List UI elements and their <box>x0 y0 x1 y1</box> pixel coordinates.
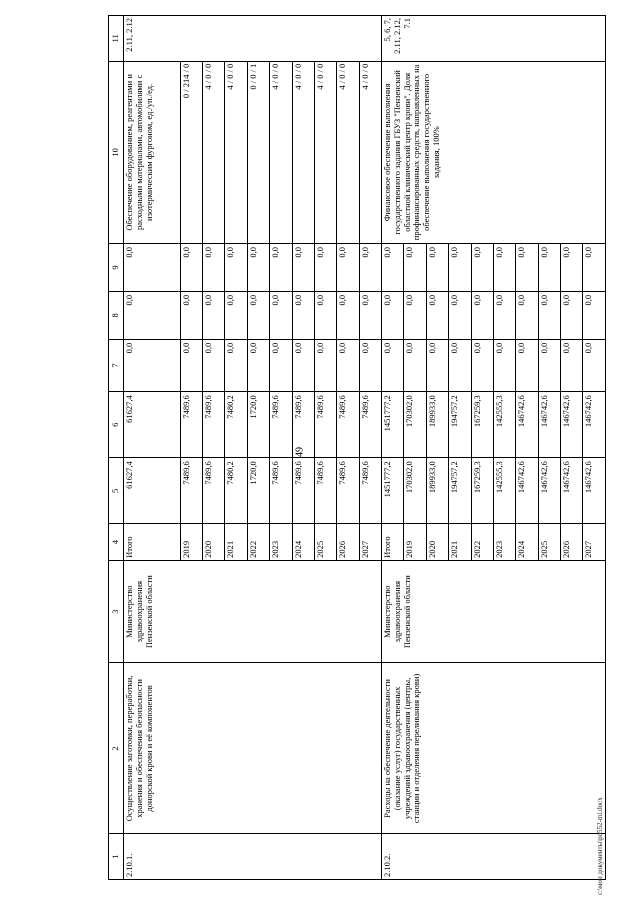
col6-value: 7489,6 <box>180 392 202 458</box>
year-cell: 2027 <box>359 524 381 560</box>
col5-value: 170302,0 <box>404 458 426 524</box>
col8-value: 0,0 <box>247 291 269 339</box>
col9-value: 0,0 <box>471 244 493 292</box>
col6-value: 7489,6 <box>359 392 381 458</box>
col-header: 6 <box>109 392 124 458</box>
col8-value: 0,0 <box>225 291 247 339</box>
col-header: 9 <box>109 244 124 292</box>
col7-value: 0,0 <box>292 339 314 391</box>
col-header: 2 <box>109 663 124 834</box>
total-col6: 61627,4 <box>124 392 181 458</box>
col6-value: 194757,2 <box>449 392 471 458</box>
col7-value: 0,0 <box>247 339 269 391</box>
col6-value: 7489,6 <box>270 392 292 458</box>
col6-value: 146742,6 <box>538 392 560 458</box>
row-id: 2.10.2. <box>382 834 606 880</box>
col6-value: 146742,6 <box>516 392 538 458</box>
col7-value: 0,0 <box>180 339 202 391</box>
total-col9: 0,0 <box>124 244 181 292</box>
total-col9: 0,0 <box>382 244 404 292</box>
col-header: 1 <box>109 834 124 880</box>
col5-value: 1720,0 <box>247 458 269 524</box>
column-number-row <box>109 16 124 880</box>
col9-value: 0,0 <box>516 244 538 292</box>
year-cell: 2019 <box>180 524 202 560</box>
total-col5: 61627,4 <box>124 458 181 524</box>
year-cell: 2023 <box>270 524 292 560</box>
col7-value: 0,0 <box>449 339 471 391</box>
total-col7: 0,0 <box>124 339 181 391</box>
event-description: Расходы на обеспечение деятельности (оказание услуг) государственных учреждений здравоохранения (центры, станции и отделения переливания крови) <box>382 663 606 834</box>
col6-value: 7489,6 <box>337 392 359 458</box>
year-cell: 2022 <box>471 524 493 560</box>
indicator-value: 4 / 0 / 0 <box>359 61 381 243</box>
col8-value: 0,0 <box>493 291 515 339</box>
col8-value: 0,0 <box>180 291 202 339</box>
col7-value: 0,0 <box>426 339 448 391</box>
year-cell: 2024 <box>292 524 314 560</box>
rotated-table-container <box>108 15 606 880</box>
col7-value: 0,0 <box>359 339 381 391</box>
total-label: Итого <box>382 524 404 560</box>
col9-value: 0,0 <box>538 244 560 292</box>
col9-value: 0,0 <box>247 244 269 292</box>
col5-value: 7489,6 <box>314 458 336 524</box>
col6-value: 7489,6 <box>203 392 225 458</box>
col5-value: 194757,2 <box>449 458 471 524</box>
col8-value: 0,0 <box>426 291 448 339</box>
total-col8: 0,0 <box>382 291 404 339</box>
row-id: 2.10.1. <box>124 834 382 880</box>
col7-value: 0,0 <box>203 339 225 391</box>
page-number: 49 <box>294 447 306 457</box>
year-cell: 2021 <box>225 524 247 560</box>
event-description: Осуществление заготовки, переработки, хранения и обеспечения безопасности донорской крови и её компонентов <box>124 663 382 834</box>
col5-value: 146742,6 <box>516 458 538 524</box>
col6-value: 142555,3 <box>493 392 515 458</box>
year-cell: 2023 <box>493 524 515 560</box>
year-cell: 2026 <box>337 524 359 560</box>
col-header: 8 <box>109 291 124 339</box>
total-col6: 1451777,2 <box>382 392 404 458</box>
year-cell: 2027 <box>583 524 606 560</box>
related-indicators: 2.11, 2.12 <box>124 16 382 62</box>
col5-value: 7480,2 <box>225 458 247 524</box>
col9-value: 0,0 <box>493 244 515 292</box>
col6-value: 7489,6 <box>292 392 314 458</box>
col5-value: 7489,6 <box>359 458 381 524</box>
year-cell: 2025 <box>538 524 560 560</box>
col-header: 11 <box>109 16 124 62</box>
table-row <box>124 16 181 880</box>
year-cell: 2022 <box>247 524 269 560</box>
col6-value: 1720,0 <box>247 392 269 458</box>
col8-value: 0,0 <box>292 291 314 339</box>
col6-value: 189933,0 <box>426 392 448 458</box>
col-header: 5 <box>109 458 124 524</box>
indicator-value: 4 / 0 / 0 <box>270 61 292 243</box>
indicator-description: Финансовое обеспечение выполнения государственного задания ГБУЗ "Пензенский областной клинический центр крови". Доля профинансированных средств, направленных на обеспечение выполнения государственного задания, 100% <box>382 61 606 243</box>
col-header: 4 <box>109 524 124 560</box>
col9-value: 0,0 <box>314 244 336 292</box>
col5-value: 146742,6 <box>561 458 583 524</box>
col5-value: 7489,6 <box>180 458 202 524</box>
col9-value: 0,0 <box>426 244 448 292</box>
col9-value: 0,0 <box>337 244 359 292</box>
col5-value: 7489,6 <box>337 458 359 524</box>
col7-value: 0,0 <box>471 339 493 391</box>
col5-value: 142555,3 <box>493 458 515 524</box>
col7-value: 0,0 <box>561 339 583 391</box>
col9-value: 0,0 <box>583 244 606 292</box>
col6-value: 7480,2 <box>225 392 247 458</box>
indicator-description: Обеспечение оборудованием, реагентами и расходными материалами, автомобилями с изотермическим фургоном, ед./уп./ед. <box>124 61 181 243</box>
program-table <box>108 15 606 880</box>
col7-value: 0,0 <box>225 339 247 391</box>
col9-value: 0,0 <box>225 244 247 292</box>
col5-value: 7489,6 <box>270 458 292 524</box>
col9-value: 0,0 <box>449 244 471 292</box>
col8-value: 0,0 <box>203 291 225 339</box>
col8-value: 0,0 <box>583 291 606 339</box>
indicator-value: 4 / 0 / 0 <box>203 61 225 243</box>
indicator-value: 4 / 0 / 0 <box>314 61 336 243</box>
col7-value: 0,0 <box>538 339 560 391</box>
year-cell: 2021 <box>449 524 471 560</box>
col9-value: 0,0 <box>292 244 314 292</box>
year-cell: 2025 <box>314 524 336 560</box>
col9-value: 0,0 <box>180 244 202 292</box>
total-label: Итого <box>124 524 181 560</box>
responsible-executor: Министерство здравоохранения Пензенской области <box>124 560 382 663</box>
col7-value: 0,0 <box>583 339 606 391</box>
year-cell: 2024 <box>516 524 538 560</box>
total-col5: 1451777,2 <box>382 458 404 524</box>
col5-value: 146742,6 <box>583 458 606 524</box>
col7-value: 0,0 <box>337 339 359 391</box>
col9-value: 0,0 <box>561 244 583 292</box>
col7-value: 0,0 <box>493 339 515 391</box>
year-cell: 2020 <box>426 524 448 560</box>
year-cell: 2020 <box>203 524 225 560</box>
col-header: 3 <box>109 560 124 663</box>
col5-value: 7489,6 <box>203 458 225 524</box>
col7-value: 0,0 <box>404 339 426 391</box>
col6-value: 146742,6 <box>583 392 606 458</box>
indicator-value: 4 / 0 / 0 <box>292 61 314 243</box>
responsible-executor: Министерство здравоохранения Пензенской области <box>382 560 606 663</box>
file-path-footer: c:\мои документы\pd552-mi.docx <box>596 797 604 895</box>
col5-value: 146742,6 <box>538 458 560 524</box>
col8-value: 0,0 <box>359 291 381 339</box>
col8-value: 0,0 <box>314 291 336 339</box>
total-col8: 0,0 <box>124 291 181 339</box>
col6-value: 167259,3 <box>471 392 493 458</box>
indicator-value: 0 / 214 / 0 <box>180 61 202 243</box>
col-header: 7 <box>109 339 124 391</box>
col8-value: 0,0 <box>404 291 426 339</box>
col5-value: 167259,3 <box>471 458 493 524</box>
col8-value: 0,0 <box>538 291 560 339</box>
col8-value: 0,0 <box>516 291 538 339</box>
col9-value: 0,0 <box>270 244 292 292</box>
indicator-value: 4 / 0 / 0 <box>337 61 359 243</box>
col8-value: 0,0 <box>270 291 292 339</box>
year-cell: 2026 <box>561 524 583 560</box>
year-cell: 2019 <box>404 524 426 560</box>
col9-value: 0,0 <box>203 244 225 292</box>
col6-value: 7489,6 <box>314 392 336 458</box>
col7-value: 0,0 <box>314 339 336 391</box>
col6-value: 170302,0 <box>404 392 426 458</box>
indicator-value: 4 / 0 / 0 <box>225 61 247 243</box>
col7-value: 0,0 <box>270 339 292 391</box>
total-col7: 0,0 <box>382 339 404 391</box>
col8-value: 0,0 <box>561 291 583 339</box>
col-header: 10 <box>109 61 124 243</box>
col8-value: 0,0 <box>337 291 359 339</box>
col9-value: 0,0 <box>404 244 426 292</box>
table-row <box>382 16 404 880</box>
related-indicators: 5, 6, 7, 2.11, 2.12, 7.1 <box>382 16 606 62</box>
indicator-value: 0 / 0 / 1 <box>247 61 269 243</box>
col9-value: 0,0 <box>359 244 381 292</box>
col6-value: 146742,6 <box>561 392 583 458</box>
col5-value: 7489,6 <box>292 458 314 524</box>
col8-value: 0,0 <box>449 291 471 339</box>
col7-value: 0,0 <box>516 339 538 391</box>
col5-value: 189933,0 <box>426 458 448 524</box>
col8-value: 0,0 <box>471 291 493 339</box>
